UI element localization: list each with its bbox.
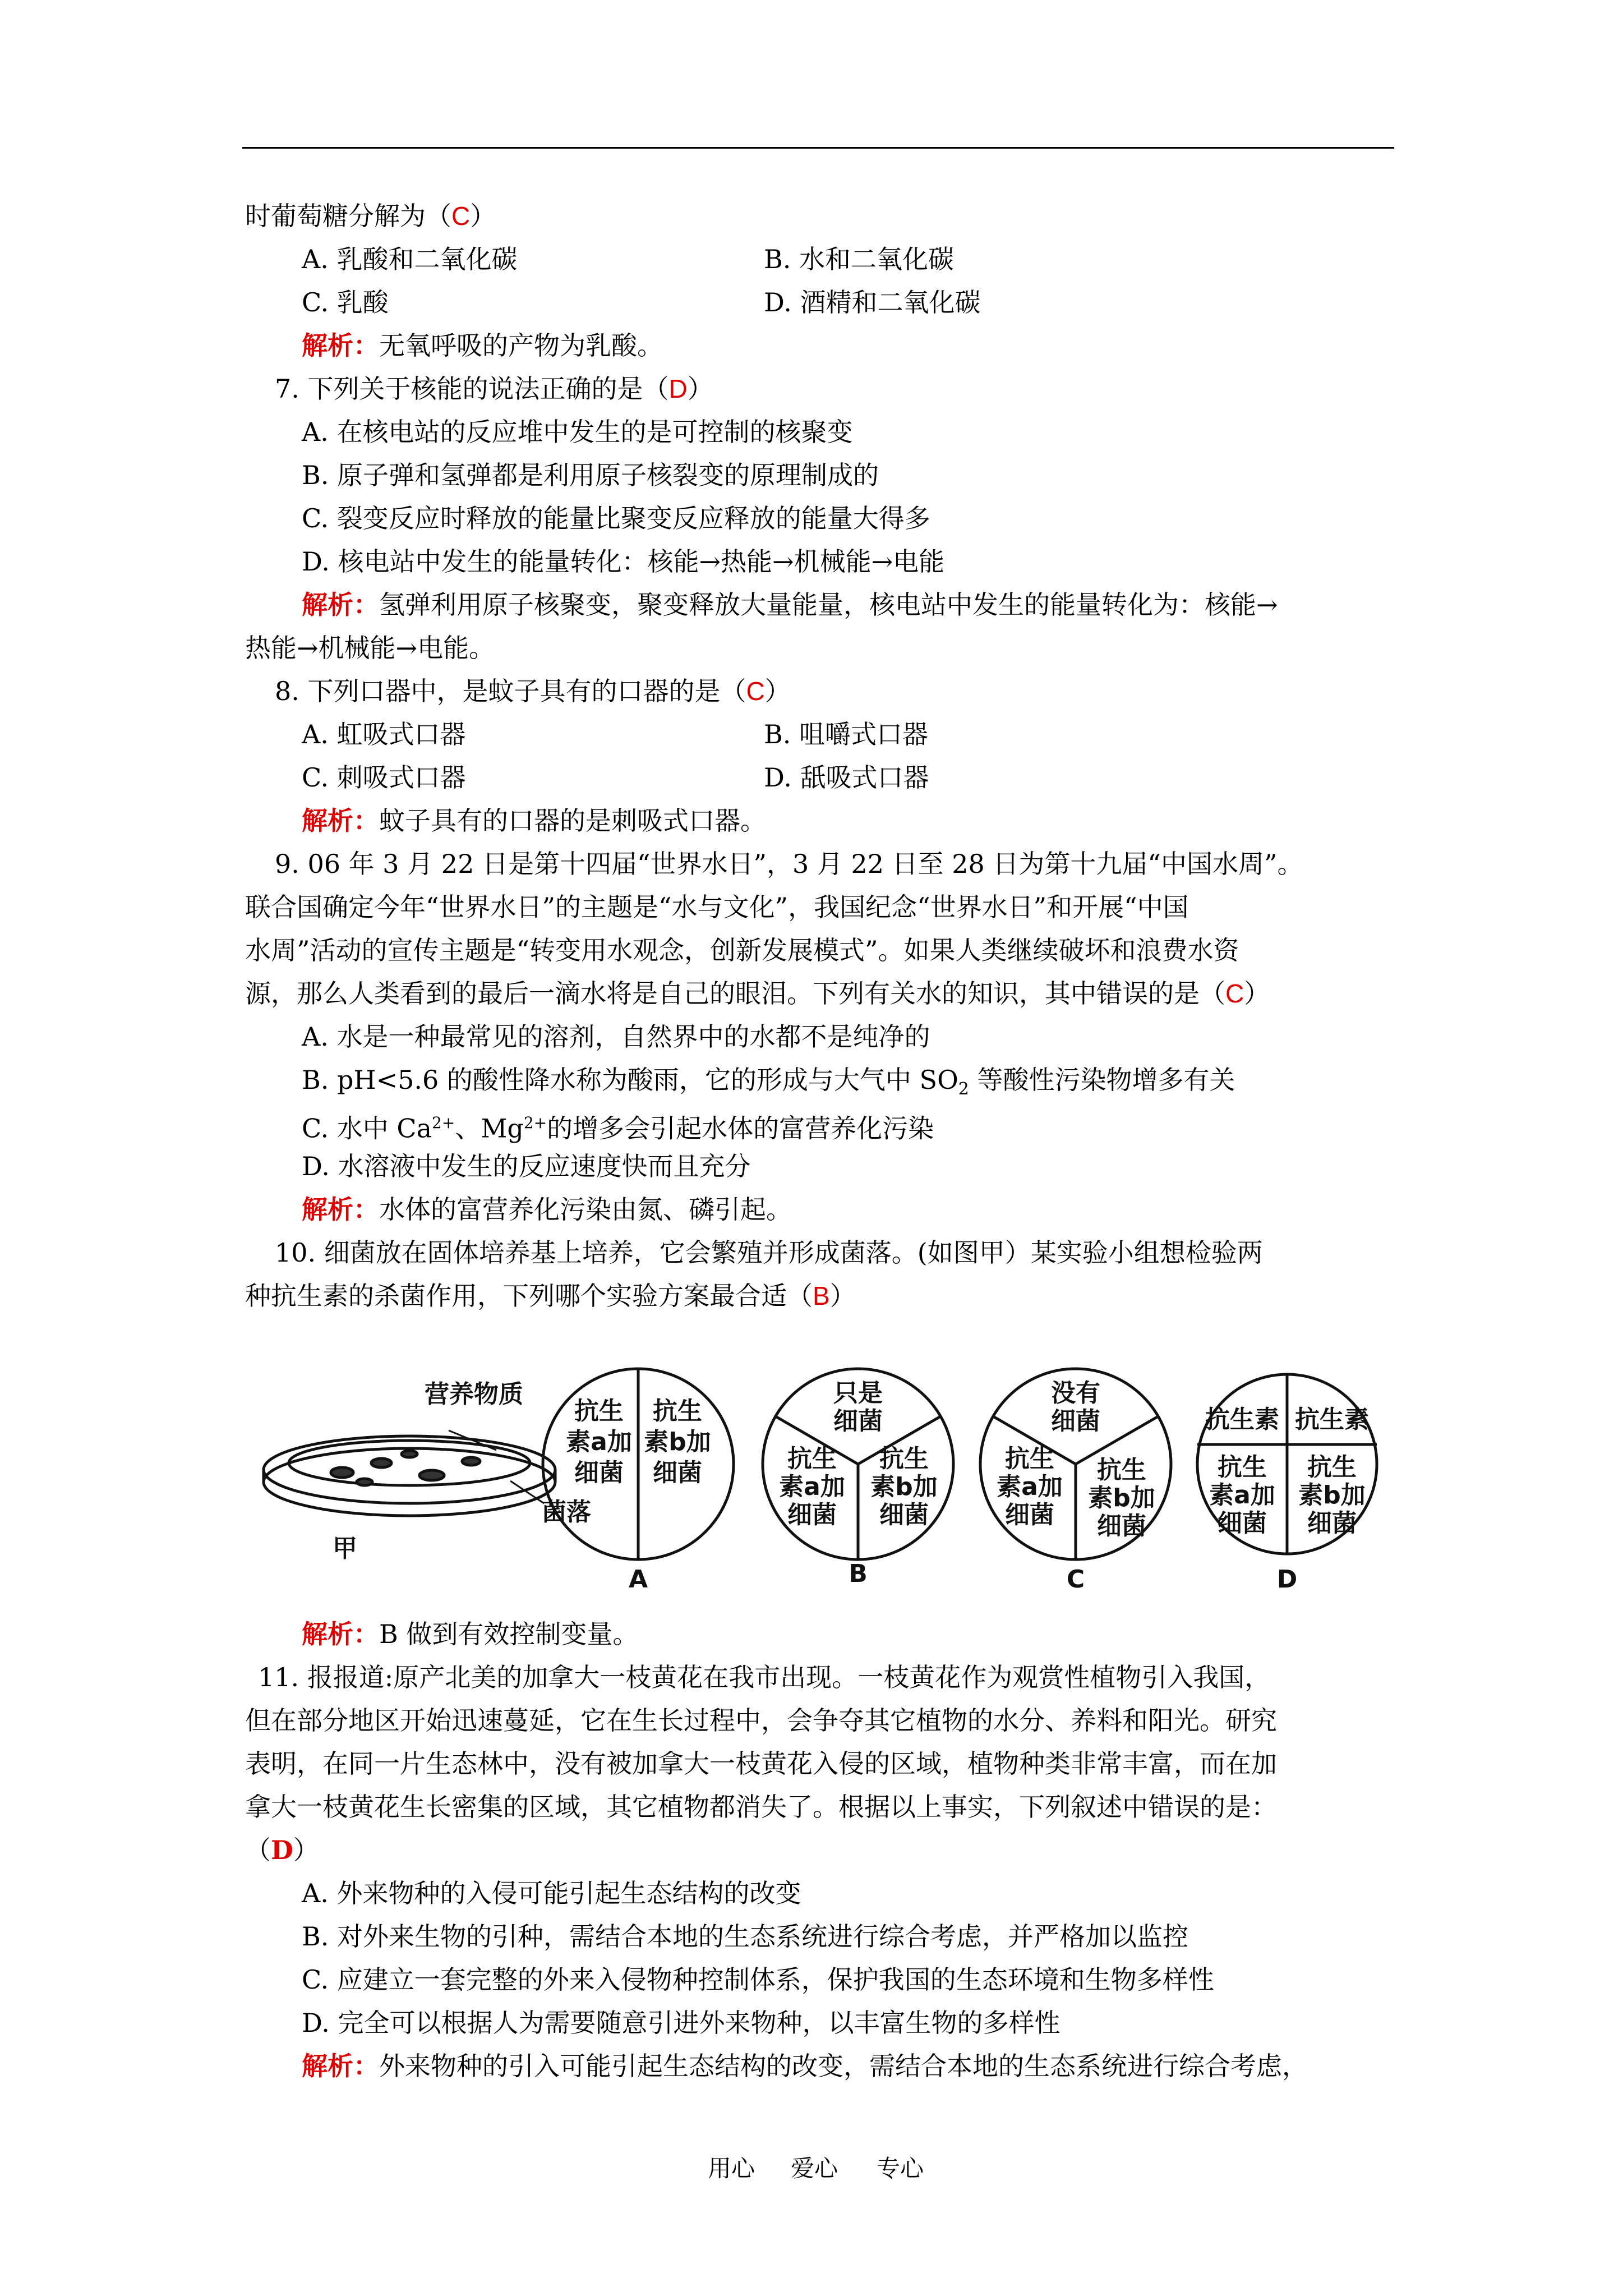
- q8-option-d: D. 舐吸式口器: [764, 762, 929, 793]
- svg-text:素a加: 素a加: [779, 1473, 845, 1501]
- q11-stem-line3: 表明，在同一片生态林中，没有被加拿大一枝黄花入侵的区域，植物种类非常丰富，而在加: [245, 1749, 1277, 1779]
- svg-text:抗生: 抗生: [1097, 1456, 1146, 1484]
- q9-option-b: B. pH<5.6 的酸性降水称为酸雨，它的形成与大气中 $SO_2$ 等酸性污染物增多有关: [302, 1065, 1235, 1099]
- q9-stem-line4: 源，那么人类看到的最后一滴水将是自己的眼泪。下列有关水的知识，其中错误的是（C）: [245, 978, 1270, 1009]
- svg-text:素a加: 素a加: [566, 1428, 632, 1456]
- svg-text:素a加: 素a加: [1209, 1481, 1275, 1510]
- q6-option-d: D. 酒精和二氧化碳: [764, 287, 981, 318]
- q9-stem-line2: 联合国确定今年“世界水日”的主题是“水与文化”，我国纪念“世界水日”和开展“中国: [245, 892, 1189, 922]
- q10-stem-line1: 10. 细菌放在固体培养基上培养，它会繁殖并形成菌落。(如图甲）某实验小组想检验两: [275, 1237, 1263, 1268]
- caption-a: A: [628, 1565, 648, 1594]
- footer-item-1: 用心: [708, 2155, 755, 2182]
- q11-analysis: 解析：外来物种的引入可能引起生态结构的改变，需结合本地的生态系统进行综合考虑，: [302, 2051, 1308, 2081]
- q7-option-b: B. 原子弹和氢弹都是利用原子核裂变的原理制成的: [302, 460, 879, 490]
- svg-text:细菌: 细菌: [787, 1501, 837, 1529]
- svg-text:细菌: 细菌: [1097, 1512, 1146, 1540]
- caption-jia: 甲: [333, 1534, 357, 1563]
- q11-option-a: A. 外来物种的入侵可能引起生态结构的改变: [302, 1878, 801, 1908]
- q7-option-a: A. 在核电站的反应堆中发生的是可控制的核聚变: [302, 417, 853, 447]
- svg-text:细菌: 细菌: [653, 1458, 702, 1487]
- q7-option-d: D. 核电站中发生的能量转化：核能→热能→机械能→电能: [302, 546, 945, 577]
- caption-b: B: [849, 1559, 868, 1588]
- svg-text:只是: 只是: [833, 1379, 883, 1407]
- q10-analysis: 解析：B 做到有效控制变量。: [302, 1619, 639, 1649]
- q11-stem-line4: 拿大一枝黄花生长密集的区域，其它植物都消失了。根据以上事实，下列叙述中错误的是：: [245, 1792, 1277, 1822]
- q7-stem: 7. 下列关于核能的说法正确的是（D）: [275, 374, 713, 404]
- svg-text:素b加: 素b加: [1298, 1481, 1366, 1510]
- q8-analysis: 解析：蚊子具有的口器的是刺吸式口器。: [302, 806, 766, 836]
- caption-c: C: [1066, 1565, 1085, 1594]
- q9-option-a: A. 水是一种最常见的溶剂，自然界中的水都不是纯净的: [302, 1022, 930, 1052]
- svg-text:抗生: 抗生: [653, 1397, 702, 1425]
- q11-answer: D: [271, 1835, 293, 1865]
- svg-text:细菌: 细菌: [833, 1407, 883, 1435]
- q9-option-d: D. 水溶液中发生的反应速度快而且充分: [302, 1151, 751, 1181]
- svg-text:细菌: 细菌: [879, 1501, 929, 1529]
- q8-option-b: B. 咀嚼式口器: [764, 719, 929, 749]
- q9-analysis: 解析：水体的富营养化污染由氮、磷引起。: [302, 1194, 792, 1225]
- svg-text:抗生: 抗生: [1005, 1444, 1054, 1473]
- svg-text:细菌: 细菌: [574, 1458, 624, 1487]
- label-nutrient: 营养物质: [425, 1380, 523, 1409]
- svg-text:素b加: 素b加: [644, 1428, 711, 1456]
- q8-option-c: C. 刺吸式口器: [302, 762, 466, 793]
- svg-text:素b加: 素b加: [1088, 1484, 1155, 1512]
- svg-text:抗生素: 抗生素: [1205, 1405, 1279, 1434]
- q11-option-d: D. 完全可以根据人为需要随意引进外来物种，以丰富生物的多样性: [302, 2008, 1061, 2038]
- q11-stem-line2: 但在部分地区开始迅速蔓延，它在生长过程中，会争夺其它植物的水分、养料和阳光。研究: [245, 1705, 1277, 1736]
- q7-answer: D: [668, 374, 688, 403]
- q6-stem: 时葡萄糖分解为（C）: [245, 201, 496, 231]
- svg-text:没有: 没有: [1051, 1379, 1100, 1407]
- q11-stem-line1: 11. 报报道:原产北美的加拿大一枝黄花在我市出现。一枝黄花作为观赏性植物引入我国，: [258, 1662, 1271, 1692]
- q11-option-c: C. 应建立一套完整的外来入侵物种控制体系，保护我国的生态环境和生物多样性: [302, 1964, 1214, 1995]
- q10-figure: [247, 1335, 1385, 1604]
- q11-option-b: B. 对外来生物的引种，需结合本地的生态系统进行综合考虑，并严格加以监控: [302, 1921, 1189, 1952]
- svg-text:素a加: 素a加: [997, 1473, 1063, 1501]
- q6-answer: C: [451, 201, 471, 231]
- q6-analysis: 解析：无氧呼吸的产物为乳酸。: [302, 330, 663, 361]
- q8-stem: 8. 下列口器中，是蚊子具有的口器的是（C）: [275, 676, 791, 706]
- header-rule: [242, 147, 1394, 149]
- q7-option-c: C. 裂变反应时释放的能量比聚变反应释放的能量大得多: [302, 503, 930, 533]
- footer-item-2: 爱心: [791, 2155, 838, 2182]
- svg-text:细菌: 细菌: [1051, 1407, 1100, 1435]
- svg-text:抗生: 抗生: [1218, 1453, 1267, 1481]
- svg-text:细菌: 细菌: [1218, 1509, 1267, 1538]
- svg-text:抗生: 抗生: [787, 1444, 837, 1473]
- footer-item-3: 专心: [877, 2155, 924, 2182]
- q9-stem-line1: 9. 06 年 3 月 22 日是第十四届“世界水日”，3 月 22 日至 28 日为第十九届“中国水周”。: [275, 849, 1303, 879]
- svg-text:抗生: 抗生: [574, 1397, 624, 1425]
- q9-stem-line3: 水周”活动的宣传主题是“转变用水观念，创新发展模式”。如果人类继续破坏和浪费水资: [245, 935, 1239, 965]
- svg-text:抗生: 抗生: [879, 1444, 929, 1473]
- petri-dish-figure: [264, 1430, 555, 1516]
- q7-analysis-cont: 热能→机械能→电能。: [245, 633, 495, 663]
- q7-analysis: 解析：氢弹利用原子核聚变，聚变释放大量能量，核电站中发生的能量转化为：核能→: [302, 590, 1278, 620]
- svg-text:抗生: 抗生: [1307, 1453, 1357, 1481]
- q6-option-c: C. 乳酸: [302, 287, 389, 318]
- caption-d: D: [1276, 1565, 1298, 1594]
- svg-text:抗生素: 抗生素: [1295, 1405, 1369, 1434]
- q10-stem-line2: 种抗生素的杀菌作用，下列哪个实验方案最合适（B）: [245, 1281, 856, 1311]
- svg-text:细菌: 细菌: [1005, 1501, 1054, 1529]
- q6-option-a: A. 乳酸和二氧化碳: [302, 244, 518, 274]
- q9-option-c: C. 水中 $Ca^{2+}$、$Mg^{2+}$的增多会引起水体的富营养化污染: [302, 1113, 934, 1144]
- q10-answer: B: [813, 1281, 830, 1310]
- label-colony: 菌落: [542, 1498, 591, 1526]
- q8-answer: C: [746, 677, 765, 706]
- q11-answer-line: （D）: [245, 1835, 319, 1865]
- q9-answer: C: [1225, 979, 1244, 1008]
- svg-text:细菌: 细菌: [1307, 1509, 1357, 1538]
- svg-text:素b加: 素b加: [870, 1473, 938, 1501]
- q6-option-b: B. 水和二氧化碳: [764, 244, 955, 274]
- q8-option-a: A. 虹吸式口器: [302, 719, 466, 749]
